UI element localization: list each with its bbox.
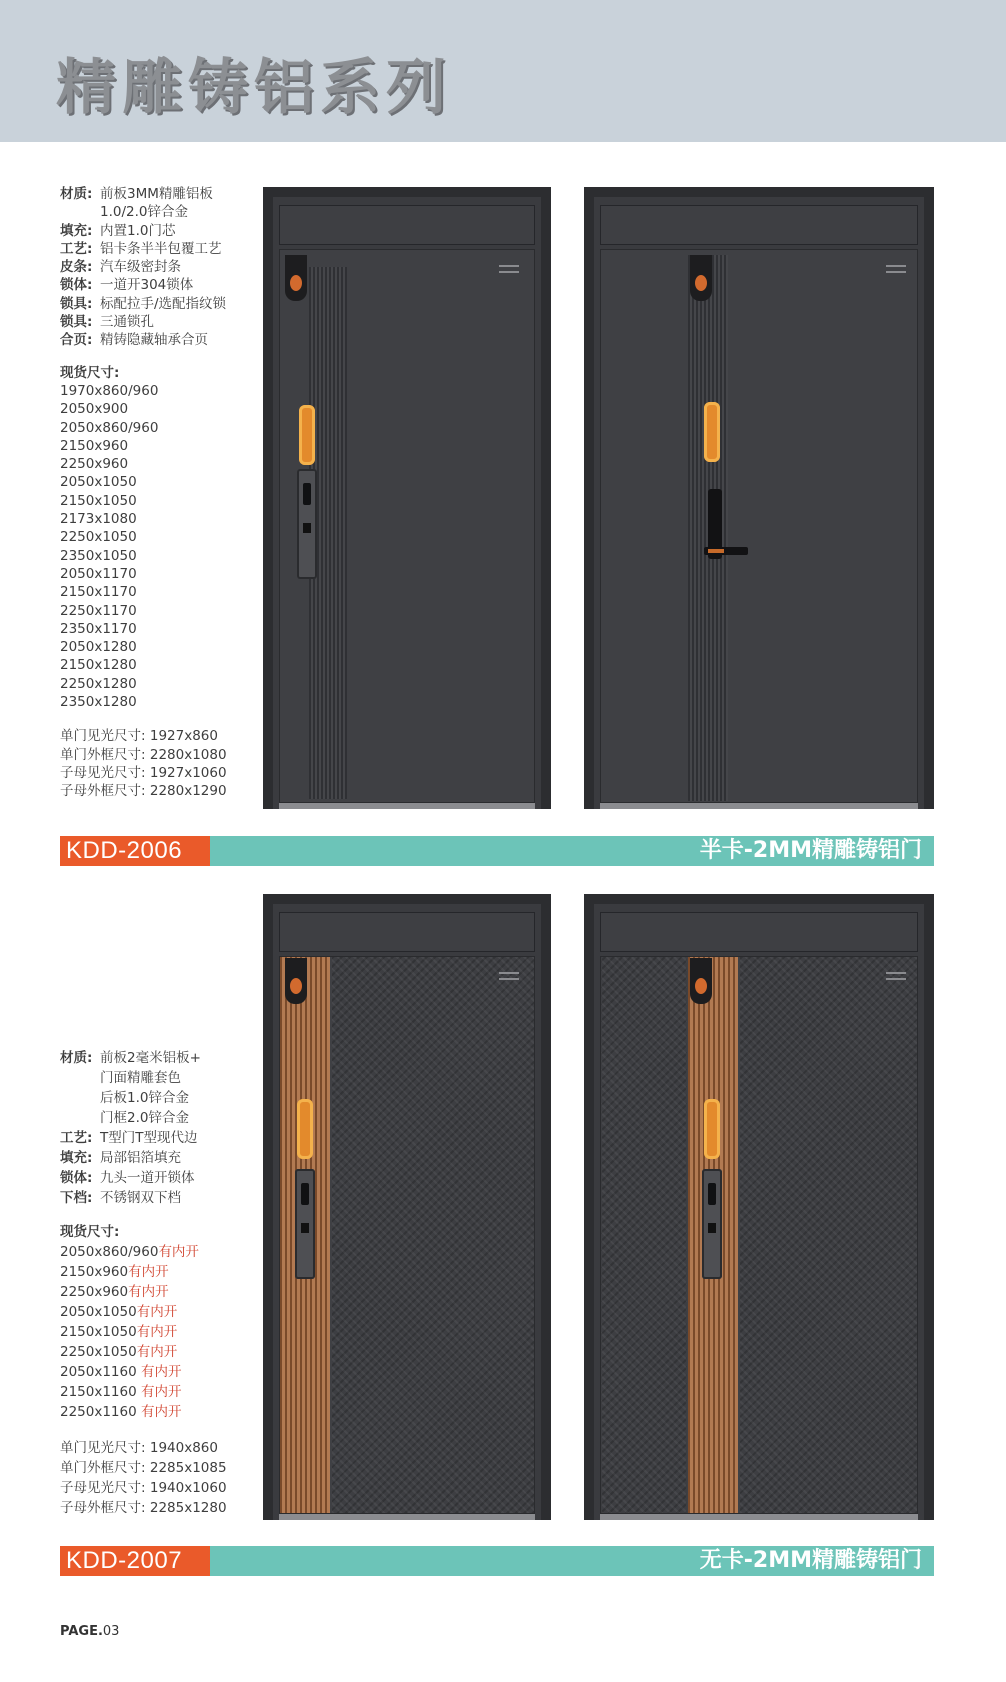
dim-row <box>60 1498 227 1518</box>
product-name: 半卡-2MM精雕铸铝门 <box>699 838 922 863</box>
sizes-heading: 现货尺寸: <box>60 364 120 381</box>
door-sticker <box>704 402 720 462</box>
size-item <box>60 1262 227 1282</box>
size-item: 1970x860/960 <box>60 382 159 399</box>
size-note: 有内开 <box>136 1304 178 1320</box>
smart-lock-icon <box>297 469 317 579</box>
dim-label: 单门见光尺寸: <box>60 1440 146 1456</box>
spec-value: 一道开304锁体 <box>100 277 194 294</box>
page-title: 精雕铸铝系列 <box>56 53 452 123</box>
size-item: 2150x1050 <box>60 492 137 509</box>
size-item: 2050x1170 <box>60 565 137 582</box>
door-sticker <box>299 405 315 465</box>
spec-row <box>60 185 227 203</box>
spec-value: 门面精雕套色 <box>100 1070 181 1086</box>
size-item: 2350x1280 <box>60 694 137 711</box>
size-item: 2050x1280 <box>60 639 137 656</box>
door-badge <box>285 255 307 301</box>
door-badge <box>690 255 712 301</box>
sizes-heading: 现货尺寸: <box>60 1224 120 1240</box>
brand-tag <box>886 265 906 273</box>
dimensions <box>60 727 227 800</box>
size-value: 2250x960 <box>60 1284 129 1300</box>
spec-row <box>60 1048 227 1068</box>
dim-row <box>60 1458 227 1478</box>
dim-label: 子母见光尺寸: <box>60 1480 146 1496</box>
product2-banner <box>60 1546 934 1576</box>
door-texture-panel <box>601 957 687 1513</box>
spec-row <box>60 1128 227 1148</box>
size-item <box>60 1322 227 1342</box>
dim-value: 1927x860 <box>149 728 218 745</box>
dim-row <box>60 782 227 800</box>
spec-value: 前板3MM精雕铝板 <box>100 186 213 202</box>
spec-row <box>60 222 227 240</box>
dim-row <box>60 1438 227 1458</box>
spec-key: 锁体: <box>60 277 93 294</box>
size-note: 有内开 <box>136 1344 178 1360</box>
door-threshold <box>279 1514 535 1520</box>
door-badge <box>690 958 712 1004</box>
spec-key: 填充: <box>60 222 93 239</box>
dim-label: 子母外框尺寸: <box>60 1500 146 1516</box>
size-note: 有内开 <box>158 1244 199 1260</box>
size-item: 2150x960 <box>60 437 129 454</box>
door-transom <box>600 205 918 245</box>
spec-key: 填充: <box>60 1150 93 1166</box>
dim-value: 2285x1085 <box>149 1460 227 1476</box>
size-item: 2250x960 <box>60 456 129 473</box>
size-item: 2150x1170 <box>60 584 137 601</box>
door-threshold <box>600 803 918 809</box>
spec-row <box>60 1168 227 1188</box>
dim-value: 2280x1290 <box>149 783 227 800</box>
door-image-single-kdd2007 <box>263 894 551 1520</box>
size-item <box>60 1342 227 1362</box>
dim-label: 单门外框尺寸: <box>60 1460 146 1476</box>
product2-specs <box>60 1048 227 1518</box>
spec-value: 汽车级密封条 <box>100 259 181 276</box>
size-note: 有内开 <box>141 1404 182 1420</box>
size-note: 有内开 <box>141 1384 182 1400</box>
lock-handle-icon <box>704 547 748 555</box>
size-item: 2050x860/960 <box>60 419 159 436</box>
dim-label: 子母外框尺寸: <box>60 783 146 800</box>
door-image-double-kdd2007 <box>584 894 934 1520</box>
door-sticker <box>297 1099 313 1159</box>
door-transom <box>279 912 535 952</box>
spec-row <box>60 1148 227 1168</box>
dim-label: 单门外框尺寸: <box>60 746 146 763</box>
size-value: 2250x1160 <box>60 1404 141 1420</box>
size-item: 2050x900 <box>60 401 129 418</box>
brand-tag <box>499 265 519 273</box>
spec-key: 皮条: <box>60 259 93 276</box>
page-number-value: 03 <box>102 1624 120 1639</box>
size-value: 2150x1050 <box>60 1324 137 1340</box>
dim-value: 2280x1080 <box>149 746 227 763</box>
size-item: 2350x1170 <box>60 620 137 637</box>
spec-value: 不锈钢双下档 <box>100 1190 181 1206</box>
spec-key: 材质: <box>60 186 93 202</box>
dim-value: 2285x1280 <box>149 1500 227 1516</box>
spec-key: 工艺: <box>60 1130 93 1146</box>
spec-value: 标配拉手/选配指纹锁 <box>100 295 227 312</box>
size-value: 2050x860/960 <box>60 1244 159 1260</box>
door-texture-panel <box>332 957 534 1513</box>
spec-row <box>60 331 227 349</box>
size-note: 有内开 <box>128 1264 169 1280</box>
spec-value: 九头一道开锁体 <box>100 1170 195 1186</box>
spec-row <box>60 258 227 276</box>
smart-lock-icon <box>295 1169 315 1279</box>
size-item: 2150x1280 <box>60 657 137 674</box>
spec-row <box>60 295 227 313</box>
spec-row <box>60 240 227 258</box>
size-item <box>60 1302 227 1322</box>
spec-value: 内置1.0门芯 <box>100 222 176 239</box>
dim-value: 1927x1060 <box>149 764 227 781</box>
door-threshold <box>279 803 535 809</box>
spec-value: T型门T型现代边 <box>100 1130 198 1146</box>
door-transom <box>600 912 918 952</box>
brand-tag <box>886 972 906 980</box>
size-value: 2150x1160 <box>60 1384 141 1400</box>
size-value: 2050x1050 <box>60 1304 137 1320</box>
spec-key: 下档: <box>60 1190 93 1206</box>
size-item: 2173x1080 <box>60 511 137 528</box>
dim-label: 单门见光尺寸: <box>60 728 146 745</box>
size-item <box>60 1402 227 1422</box>
spec-value: 局部铝箔填充 <box>100 1150 181 1166</box>
spec-row <box>60 313 227 331</box>
door-texture-panel <box>740 957 917 1513</box>
dim-row <box>60 764 227 782</box>
size-item: 2250x1050 <box>60 529 137 546</box>
size-item: 2050x1050 <box>60 474 137 491</box>
door-image-single-kdd2006 <box>263 187 551 809</box>
spec-value: 后板1.0锌合金 <box>100 1090 189 1106</box>
page-number <box>60 1624 119 1639</box>
size-item: 2250x1280 <box>60 675 137 692</box>
product-name: 无卡-2MM精雕铸铝门 <box>699 1548 922 1573</box>
spec-row <box>60 276 227 294</box>
size-note: 有内开 <box>128 1284 169 1300</box>
size-value: 2150x960 <box>60 1264 129 1280</box>
size-item <box>60 1242 227 1262</box>
size-note: 有内开 <box>136 1324 178 1340</box>
door-image-double-kdd2006 <box>584 187 934 809</box>
dimensions <box>60 1438 227 1518</box>
size-note: 有内开 <box>141 1364 182 1380</box>
spec-value: 1.0/2.0锌合金 <box>100 204 188 221</box>
spec-key: 锁具: <box>60 314 93 331</box>
product1-specs <box>60 185 227 801</box>
door-leaf <box>600 249 918 803</box>
size-item: 2350x1050 <box>60 547 137 564</box>
spec-value: 前板2毫米铝板+ <box>100 1050 201 1066</box>
spec-value: 精铸隐藏轴承合页 <box>100 332 208 349</box>
size-value: 2050x1160 <box>60 1364 141 1380</box>
size-item <box>60 1362 227 1382</box>
door-sticker <box>704 1099 720 1159</box>
dim-row <box>60 746 227 764</box>
spec-key: 锁具: <box>60 295 93 312</box>
dim-value: 1940x860 <box>149 1440 218 1456</box>
spec-value: 三通锁孔 <box>100 314 154 331</box>
size-item <box>60 1282 227 1302</box>
door-badge <box>285 958 307 1004</box>
spec-key: 锁体: <box>60 1170 93 1186</box>
dim-value: 1940x1060 <box>149 1480 227 1496</box>
spec-key: 材质: <box>60 1050 93 1066</box>
product-code: KDD-2006 <box>60 836 210 866</box>
spec-key: 合页: <box>60 332 93 349</box>
spec-value: 铝卡条半半包覆工艺 <box>100 240 222 257</box>
product1-banner <box>60 836 934 866</box>
spec-value: 门框2.0锌合金 <box>100 1110 189 1126</box>
product-code: KDD-2007 <box>60 1546 210 1576</box>
dim-row <box>60 1478 227 1498</box>
dim-label: 子母见光尺寸: <box>60 764 146 781</box>
spec-key: 工艺: <box>60 240 93 257</box>
size-item: 2250x1170 <box>60 602 137 619</box>
smart-lock-icon <box>702 1169 722 1279</box>
size-value: 2250x1050 <box>60 1344 137 1360</box>
door-threshold <box>600 1514 918 1520</box>
door-transom <box>279 205 535 245</box>
page-label: PAGE. <box>60 1624 103 1639</box>
dim-row <box>60 727 227 745</box>
brand-tag <box>499 972 519 980</box>
spec-row <box>60 1188 227 1208</box>
size-item <box>60 1382 227 1402</box>
